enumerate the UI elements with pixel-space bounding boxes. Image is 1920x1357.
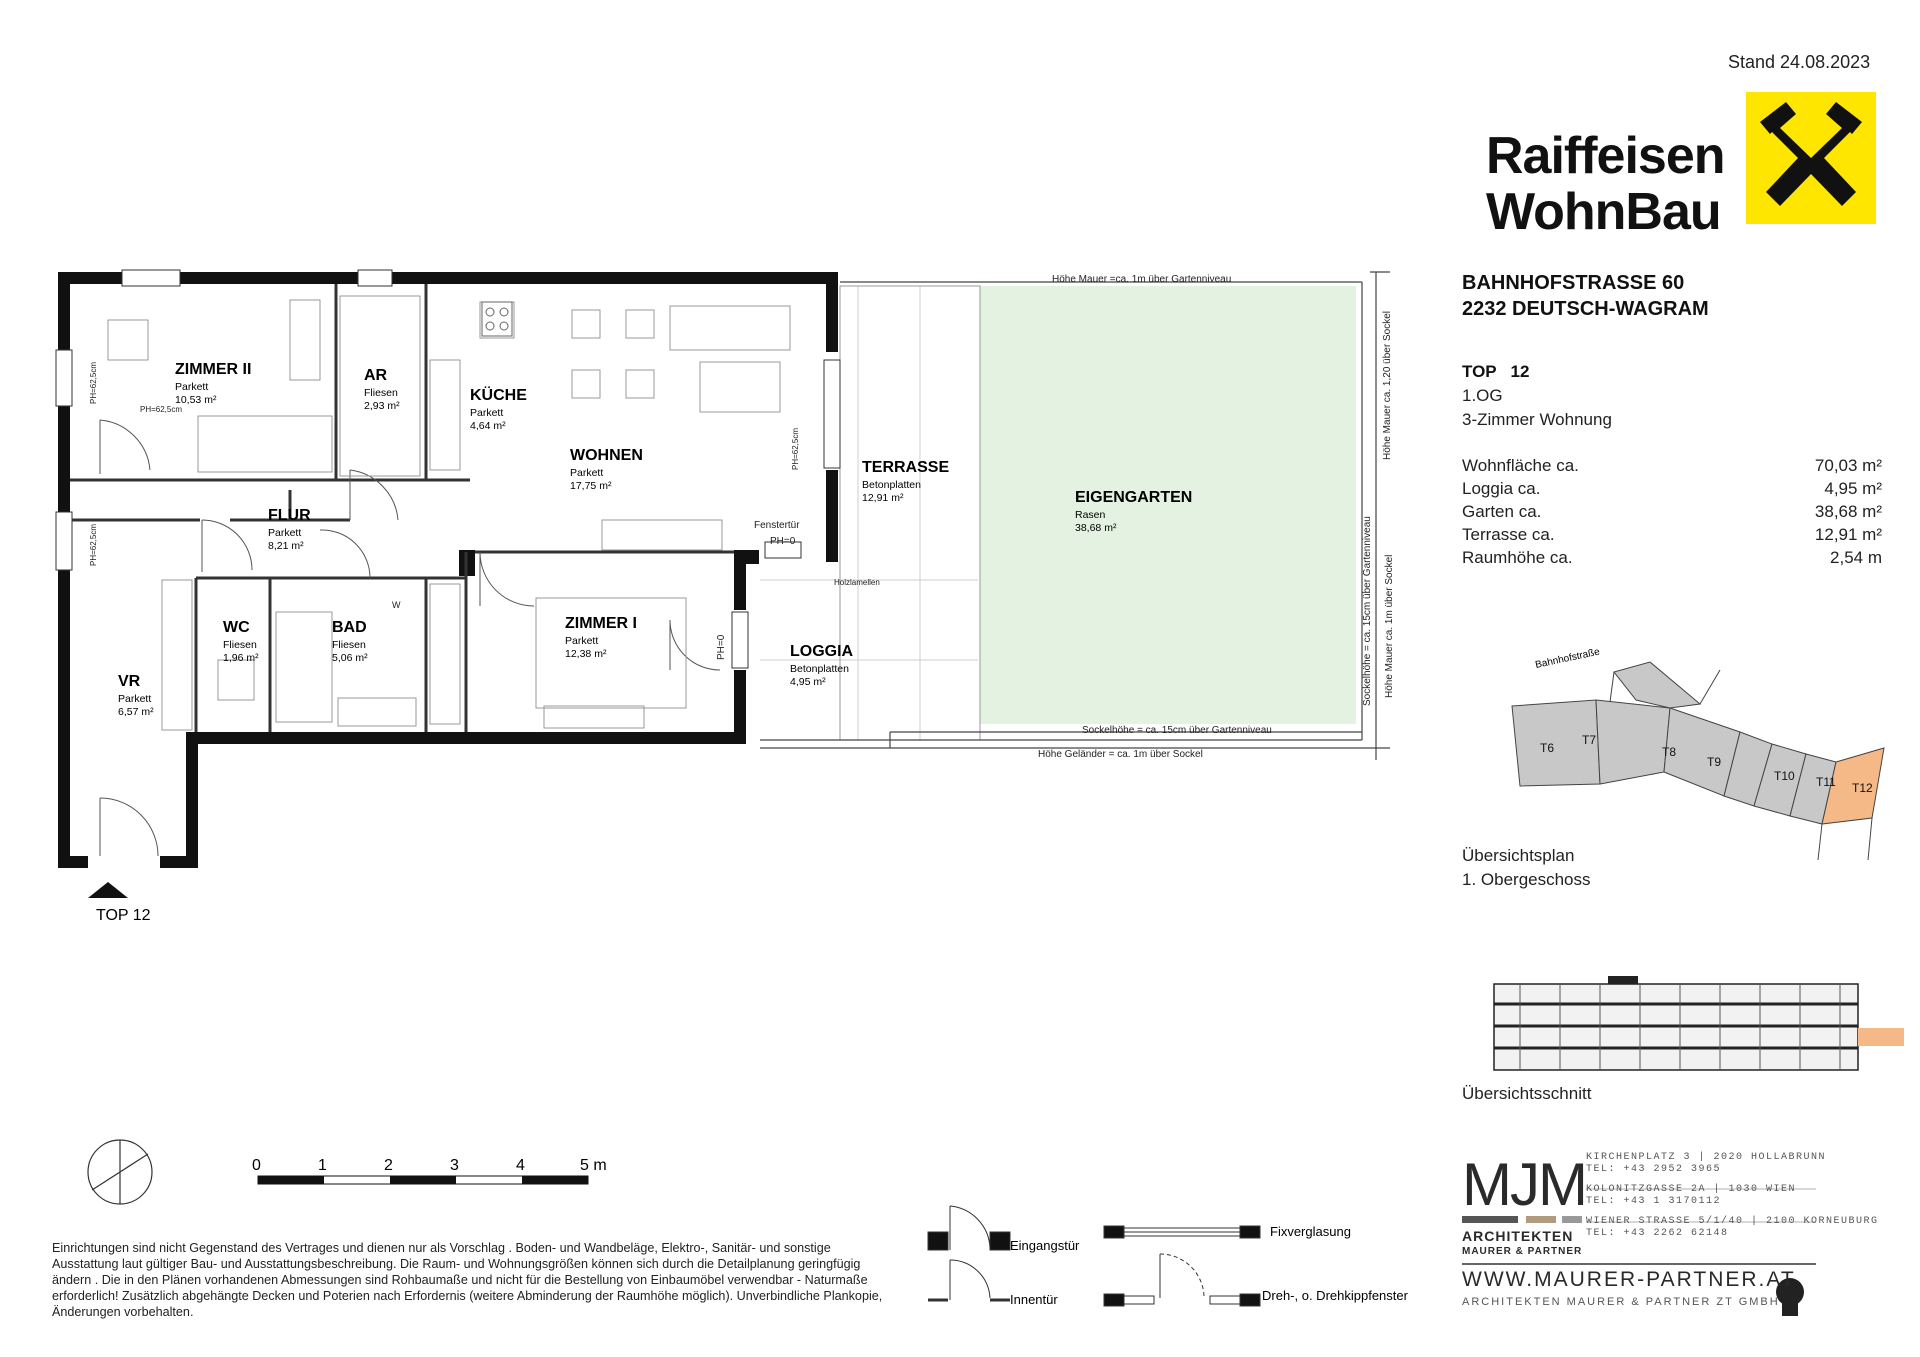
spec-label: Garten ca. bbox=[1462, 502, 1542, 521]
room-name: KÜCHE bbox=[470, 387, 527, 404]
ph-note: PH=62,5cm bbox=[89, 361, 98, 404]
spec-value: 70,03 m² bbox=[1814, 456, 1882, 475]
spec-value: 38,68 m² bbox=[1814, 502, 1882, 521]
overview-section bbox=[1494, 976, 1904, 1070]
unit-type: 3-Zimmer Wohnung bbox=[1462, 410, 1612, 429]
legend-fixed-glazing-icon bbox=[1104, 1226, 1260, 1238]
railing-note: Höhe Geländer = ca. 1m über Sockel bbox=[1038, 749, 1203, 760]
room-area: 1,96 m² bbox=[223, 652, 259, 664]
room-area: 12,38 m² bbox=[565, 648, 607, 660]
room-name: LOGGIA bbox=[790, 643, 854, 660]
unit-label: T9 bbox=[1707, 755, 1722, 769]
room-name: TERRASSE bbox=[862, 459, 950, 476]
wall-height-note-right-2: Höhe Mauer ca. 1m über Sockel bbox=[1384, 554, 1395, 698]
office-address: WIENER STRASSE 5/1/40 | 2100 KORNEUBURG bbox=[1586, 1216, 1879, 1227]
scale-tick: 4 bbox=[516, 1157, 525, 1174]
section-caption: Übersichtsschnitt bbox=[1462, 1084, 1592, 1103]
room-area: 6,57 m² bbox=[118, 706, 154, 718]
overview-site-plan bbox=[1512, 646, 1884, 860]
room-name: WOHNEN bbox=[570, 447, 643, 464]
window-door-note: Fenstertür bbox=[754, 520, 800, 531]
wall-height-note-right-1: Höhe Mauer ca. 1,20 über Sockel bbox=[1382, 311, 1393, 460]
unit-number: TOP 12 bbox=[1462, 362, 1530, 381]
ph-note: PH=62,5cm bbox=[140, 405, 183, 414]
spec-label: Wohnfläche ca. bbox=[1462, 456, 1579, 475]
room-area: 8,21 m² bbox=[268, 540, 304, 552]
room-name: FLUR bbox=[268, 507, 311, 524]
unit-label: T10 bbox=[1774, 769, 1795, 783]
room-name: BAD bbox=[332, 619, 367, 636]
spec-label: Terrasse ca. bbox=[1462, 525, 1555, 544]
room-name: EIGENGARTEN bbox=[1075, 489, 1193, 506]
architect-offices bbox=[1586, 1152, 1879, 1240]
legend-casement-window: Dreh-, o. Drehkippfenster bbox=[1262, 1288, 1408, 1303]
ph-note: PH=62,5cm bbox=[791, 427, 800, 470]
unit-label: T8 bbox=[1662, 745, 1677, 759]
spec-label: Loggia ca. bbox=[1462, 479, 1541, 498]
room-name: AR bbox=[364, 367, 388, 384]
logo-line-2: WohnBau bbox=[1486, 183, 1721, 241]
wall-height-note-top: Höhe Mauer =ca. 1m über Gartenniveau bbox=[1052, 274, 1232, 285]
unit-label: T7 bbox=[1582, 733, 1597, 747]
scale-tick: 0 bbox=[252, 1157, 261, 1174]
legend-casement-window-icon bbox=[1104, 1254, 1260, 1306]
room-name: ZIMMER II bbox=[175, 361, 252, 378]
plan-date: Stand 24.08.2023 bbox=[1728, 52, 1871, 72]
room-floor: Parkett bbox=[118, 693, 152, 705]
room-area: 17,75 m² bbox=[570, 480, 612, 492]
room-floor: Betonplatten bbox=[790, 663, 849, 675]
north-arrow-icon bbox=[88, 1140, 152, 1204]
interior-walls bbox=[70, 284, 734, 732]
legend-entrance-door-icon bbox=[928, 1206, 1010, 1250]
room-floor: Parkett bbox=[268, 527, 302, 539]
room-floor: Betonplatten bbox=[862, 479, 921, 491]
room-name: WC bbox=[223, 619, 250, 636]
room-area: 2,93 m² bbox=[364, 400, 400, 412]
room-floor: Parkett bbox=[175, 381, 209, 393]
office-phone: TEL: +43 1 3170112 bbox=[1586, 1196, 1722, 1207]
office-phone: TEL: +43 2952 3965 bbox=[1586, 1164, 1722, 1175]
overview-caption: Übersichtsplan bbox=[1462, 846, 1575, 865]
room-area: 5,06 m² bbox=[332, 652, 368, 664]
office-phone: TEL: +43 2262 62148 bbox=[1586, 1228, 1729, 1239]
address-line-2: 2232 DEUTSCH-WAGRAM bbox=[1462, 298, 1709, 320]
unit-label: T6 bbox=[1540, 741, 1555, 755]
washer-mark: W bbox=[392, 600, 401, 610]
room-name: VR bbox=[118, 673, 141, 690]
unit-label: T11 bbox=[1816, 775, 1836, 789]
legend-fixed-glazing: Fixverglasung bbox=[1270, 1224, 1351, 1239]
room-area: 4,95 m² bbox=[790, 676, 826, 688]
room-area: 38,68 m² bbox=[1075, 522, 1117, 534]
room-floor: Fliesen bbox=[364, 387, 398, 399]
disclaimer-text: Einrichtungen sind nicht Gegenstand des Vertrages und dienen nur als Vorschlag . Boden- und Wandbeläge, Elektro-, Sanitär- und sonstige Ausstattung laut gültiger Bau- und Ausstattungsbeschreibung. Die Raum- und Wohnungsgrößen können sich durch die Detailplanung geringfügig ändern . Die in den Plänen vorhandenen Abmessungen sind Rohbaumaße und nicht für die Bestellung von Einbaumöbel verwendbar - Naturmaße erforderlich! Zusätzlich abgehängte Decken und Poterien nach Erfordernis (weitere Abminderung der Raumhöhe möglich). Unverbindliche Plankopie, Änderungen vorbehalten. bbox=[52, 1241, 883, 1319]
room-floor: Rasen bbox=[1075, 509, 1106, 521]
architect-name bbox=[1462, 1228, 1582, 1260]
room-floor: Fliesen bbox=[223, 639, 257, 651]
room-floor: Fliesen bbox=[332, 639, 366, 651]
sockel-note-right: Sockelhöhe = ca. 15cm über Gartenniveau bbox=[1362, 516, 1373, 706]
scale-tick: 2 bbox=[384, 1157, 393, 1174]
scale-tick: 3 bbox=[450, 1157, 459, 1174]
spec-value: 2,54 m bbox=[1830, 548, 1882, 567]
sockel-note-bottom: Sockelhöhe = ca. 15cm über Gartenniveau bbox=[1082, 725, 1272, 736]
scale-tick: 1 bbox=[318, 1157, 327, 1174]
room-name: ZIMMER I bbox=[565, 615, 637, 632]
room-area: 10,53 m² bbox=[175, 394, 217, 406]
office-address: KOLONITZGASSE 2A | 1030 WIEN bbox=[1586, 1184, 1797, 1195]
ph0-note: PH=0 bbox=[770, 536, 796, 547]
address-line-1: BAHNHOFSTRASSE 60 bbox=[1462, 272, 1685, 294]
spec-value: 12,91 m² bbox=[1814, 525, 1882, 544]
architect-line-2: MAURER & PARTNER bbox=[1462, 1246, 1583, 1257]
legend bbox=[928, 1206, 1409, 1307]
mjm-logo: MJM bbox=[1462, 1151, 1586, 1218]
unit-label: T12 bbox=[1852, 781, 1873, 795]
spec-label: Raumhöhe ca. bbox=[1462, 548, 1573, 567]
ph0-loggia-note: PH=0 bbox=[716, 634, 727, 660]
unit-floor: 1.OG bbox=[1462, 386, 1503, 405]
legend-interior-door: Innentür bbox=[1010, 1292, 1058, 1307]
room-area: 12,91 m² bbox=[862, 492, 904, 504]
room-floor: Parkett bbox=[470, 407, 504, 419]
ph-note: PH=62,5cm bbox=[89, 523, 98, 566]
window-markers bbox=[56, 270, 840, 668]
spec-value: 4,95 m² bbox=[1824, 479, 1882, 498]
office-address: KIRCHENPLATZ 3 | 2020 HOLLABRUNN bbox=[1586, 1152, 1827, 1163]
scale-tick: 5 m bbox=[580, 1157, 607, 1174]
entrance-label: TOP 12 bbox=[96, 907, 151, 924]
kitchen-hob-icon bbox=[482, 302, 512, 336]
legend-interior-door-icon bbox=[928, 1260, 1010, 1300]
overview-floor: 1. Obergeschoss bbox=[1462, 870, 1591, 889]
architect-company: ARCHITEKTEN MAURER & PARTNER ZT GMBH bbox=[1462, 1296, 1780, 1308]
logo-line-1: Raiffeisen bbox=[1486, 127, 1725, 185]
room-floor: Parkett bbox=[565, 635, 599, 647]
entrance-arrow-icon bbox=[88, 882, 128, 898]
wood-slats-note: Holzlamellen bbox=[834, 578, 880, 587]
scale-bar bbox=[252, 1157, 607, 1184]
overview-street: Bahnhofstraße bbox=[1534, 646, 1601, 671]
room-area: 4,64 m² bbox=[470, 420, 506, 432]
architect-line-1: ARCHITEKTEN bbox=[1462, 1228, 1574, 1244]
legend-entrance-door: Eingangstür bbox=[1010, 1238, 1080, 1253]
room-floor: Parkett bbox=[570, 467, 604, 479]
architect-website: WWW.MAURER-PARTNER.AT bbox=[1462, 1268, 1796, 1291]
